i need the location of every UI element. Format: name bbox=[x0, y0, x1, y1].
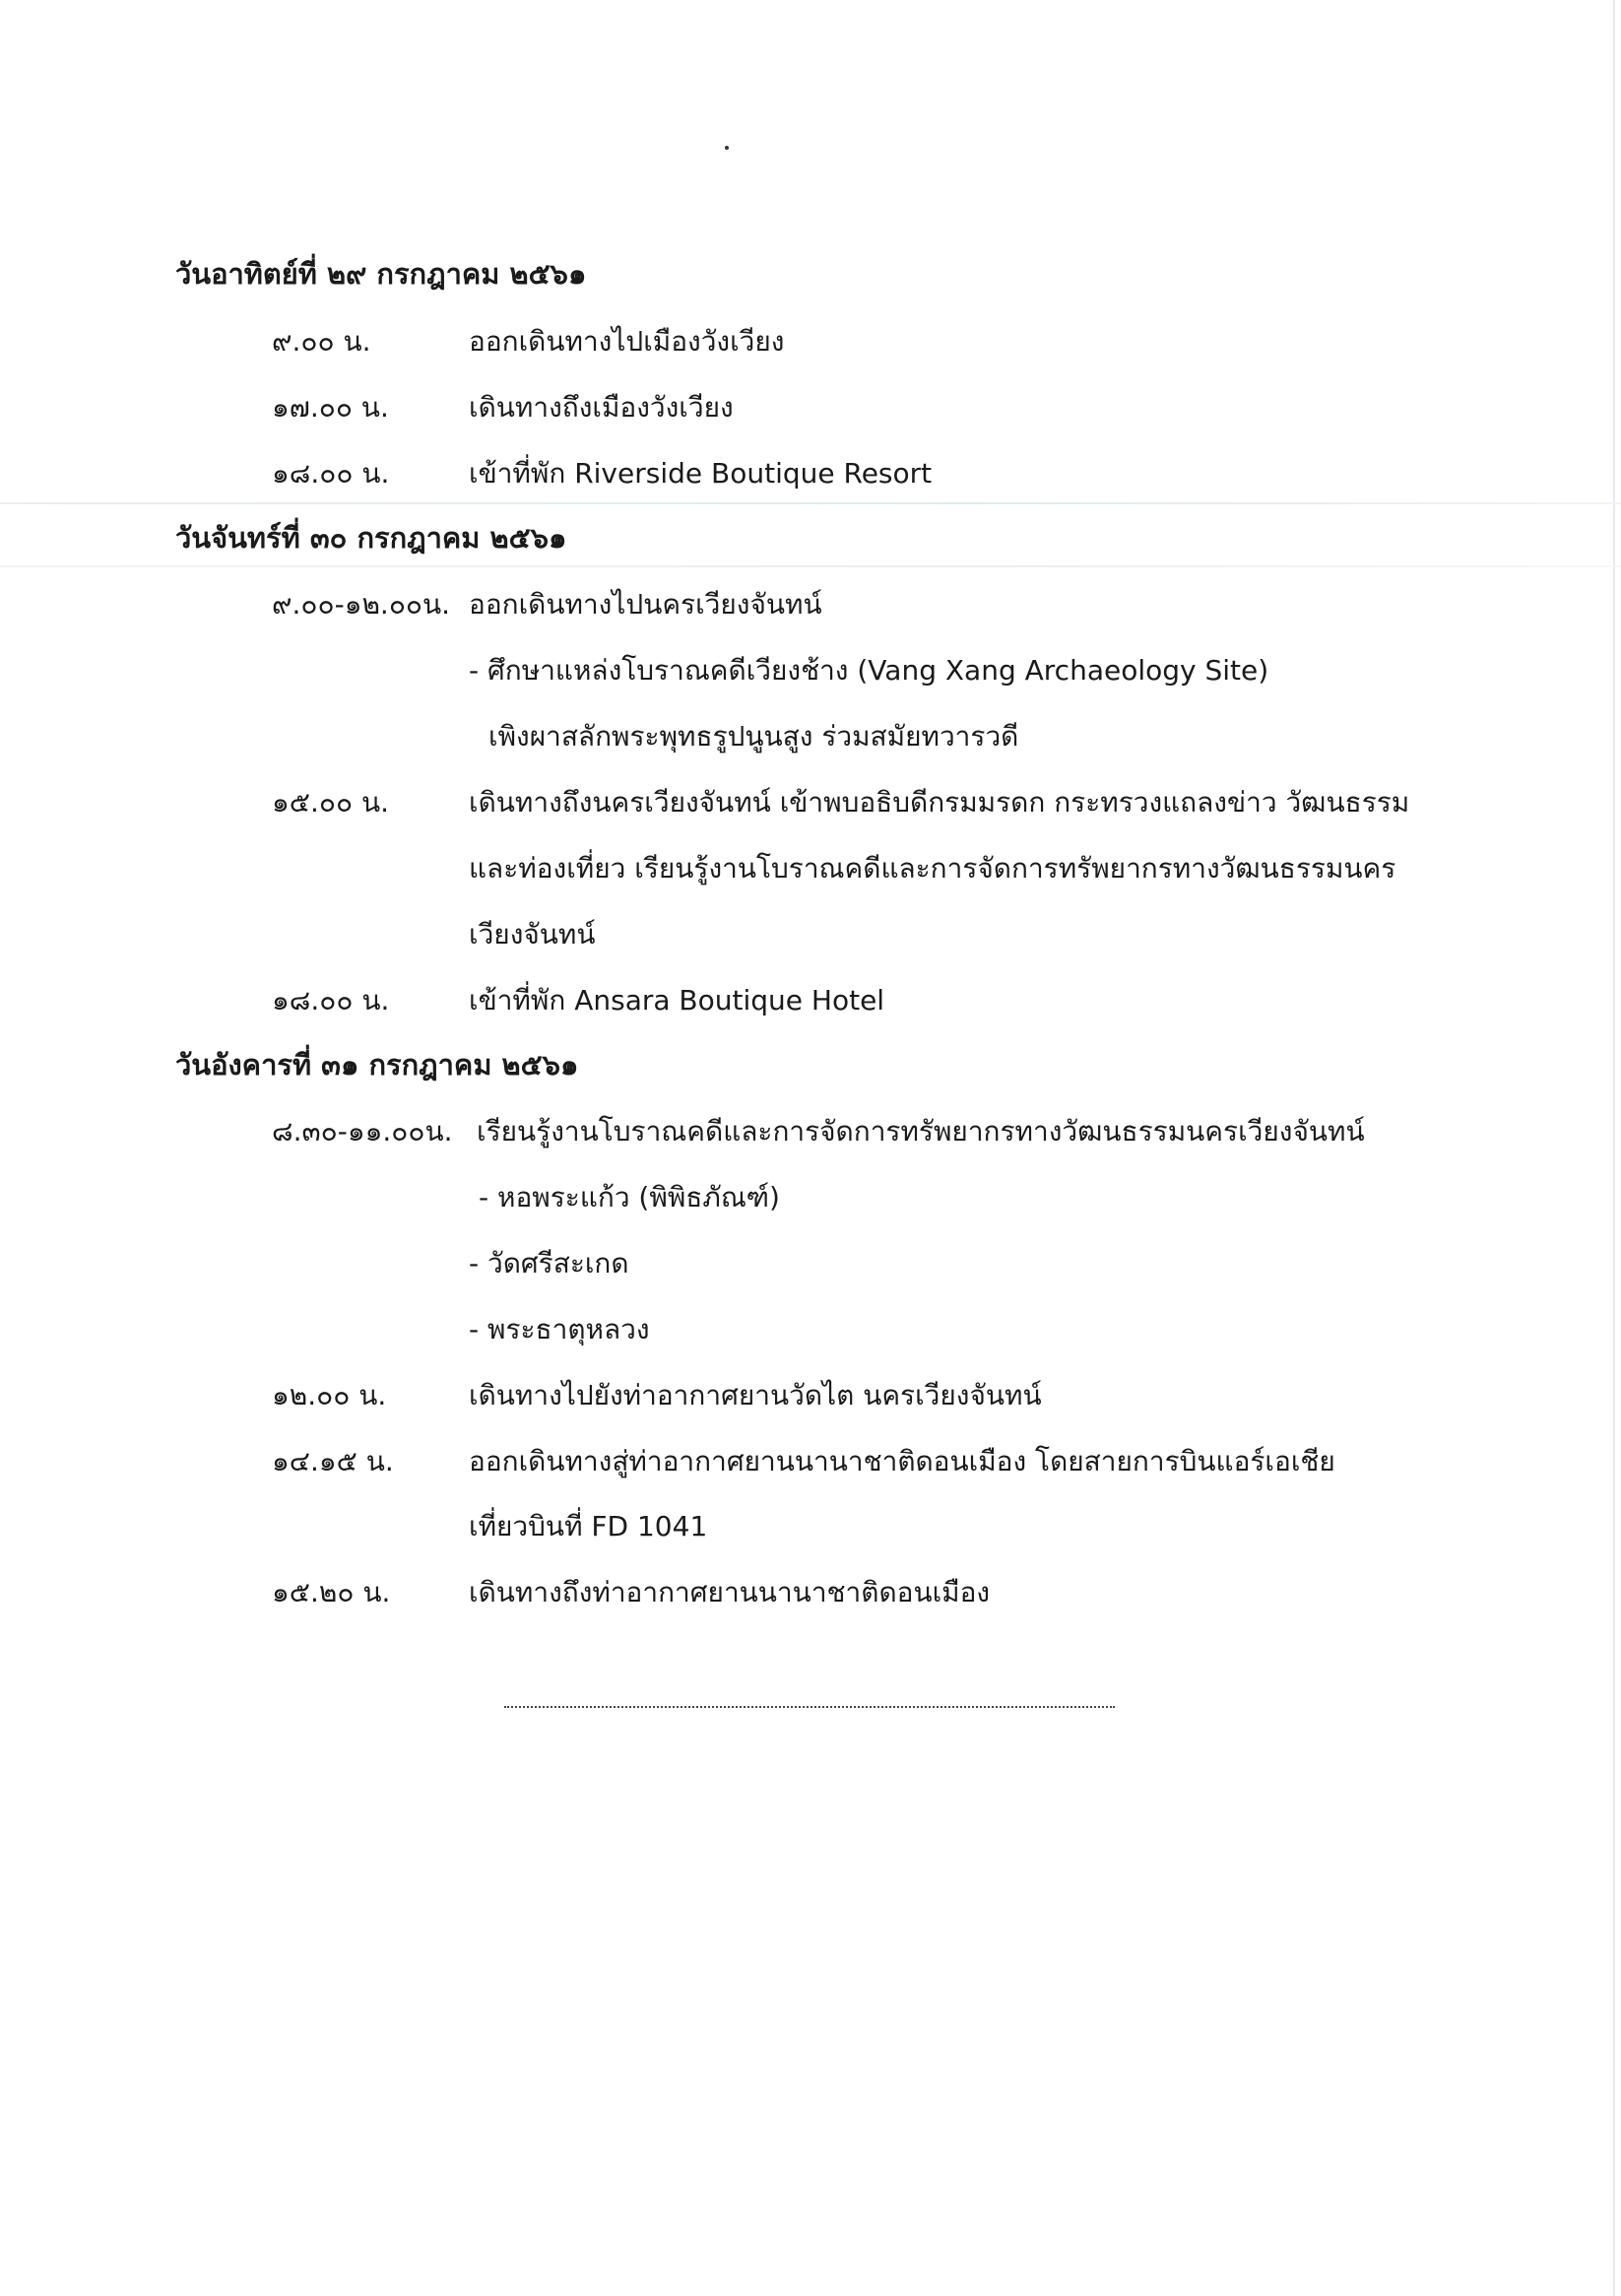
time-label: ๙.๐๐-๑๒.๐๐น. bbox=[272, 588, 451, 621]
activity-text: เที่ยวบินที่ FD 1041 bbox=[469, 1510, 708, 1542]
activity-subitem: - ศึกษาแหล่งโบราณคดีเวียงช้าง (Vang Xang Archaeology Site) bbox=[469, 654, 1269, 687]
stray-dot bbox=[725, 146, 729, 150]
activity-subitem: เพิงผาสลักพระพุทธรูปนูนสูง ร่วมสมัยทวารวดี bbox=[488, 720, 1019, 753]
activity-subitem: - พระธาตุหลวง bbox=[469, 1313, 650, 1345]
scan-artifact-line bbox=[0, 565, 1621, 567]
activity-subitem: - วัดศรีสะเกด bbox=[469, 1247, 629, 1279]
day-heading: วันจันทร์ที่ ๓๐ กรกฎาคม ๒๕๖๑ bbox=[175, 521, 567, 555]
time-label: ๑๘.๐๐ น. bbox=[272, 457, 390, 490]
activity-text: เดินทางถึงเมืองวังเวียง bbox=[469, 391, 734, 424]
dotted-signoff-line bbox=[504, 1704, 1115, 1708]
activity-text: และท่องเที่ยว เรียนรู้งานโบราณคดีและการจัดการทรัพยากรทางวัฒนธรรมนคร bbox=[469, 852, 1396, 885]
activity-text: ออกเดินทางไปนครเวียงจันทน์ bbox=[469, 588, 822, 621]
activity-text: เรียนรู้งานโบราณคดีและการจัดการทรัพยากรทางวัฒนธรรมนครเวียงจันทน์ bbox=[477, 1115, 1365, 1148]
activity-text: เข้าที่พัก Riverside Boutique Resort bbox=[469, 457, 933, 490]
time-label: ๘.๓๐-๑๑.๐๐น. bbox=[272, 1115, 453, 1148]
scan-artifact-line bbox=[0, 502, 1621, 504]
time-label: ๑๗.๐๐ น. bbox=[272, 391, 389, 424]
scan-edge bbox=[1613, 0, 1615, 2296]
time-label: ๙.๐๐ น. bbox=[272, 325, 371, 358]
day-heading: วันอังคารที่ ๓๑ กรกฎาคม ๒๕๖๑ bbox=[175, 1048, 579, 1082]
activity-text: ออกเดินทางไปเมืองวังเวียง bbox=[469, 325, 785, 358]
time-label: ๑๒.๐๐ น. bbox=[272, 1379, 387, 1411]
time-label: ๑๕.๐๐ น. bbox=[272, 786, 389, 819]
activity-subitem: - หอพระแก้ว (พิพิธภัณฑ์) bbox=[479, 1181, 780, 1214]
activity-text: เวียงจันทน์ bbox=[469, 918, 596, 951]
activity-text: ออกเดินทางสู่ท่าอากาศยานนานาชาติดอนเมือง โดยสายการบินแอร์เอเชีย bbox=[469, 1445, 1335, 1477]
day-heading: วันอาทิตย์ที่ ๒๙ กรกฎาคม ๒๕๖๑ bbox=[175, 257, 587, 291]
activity-text: เดินทางไปยังท่าอากาศยานวัดไต นครเวียงจันทน์ bbox=[469, 1379, 1042, 1411]
time-label: ๑๕.๒๐ น. bbox=[272, 1576, 391, 1608]
time-label: ๑๔.๑๕ น. bbox=[272, 1445, 394, 1477]
activity-text: เดินทางถึงท่าอากาศยานนานาชาติดอนเมือง bbox=[469, 1576, 991, 1608]
activity-text: เข้าที่พัก Ansara Boutique Hotel bbox=[469, 984, 885, 1017]
activity-text: เดินทางถึงนครเวียงจันทน์ เข้าพบอธิบดีกรมมรดก กระทรวงแถลงข่าว วัฒนธรรม bbox=[469, 786, 1410, 819]
time-label: ๑๘.๐๐ น. bbox=[272, 984, 390, 1017]
